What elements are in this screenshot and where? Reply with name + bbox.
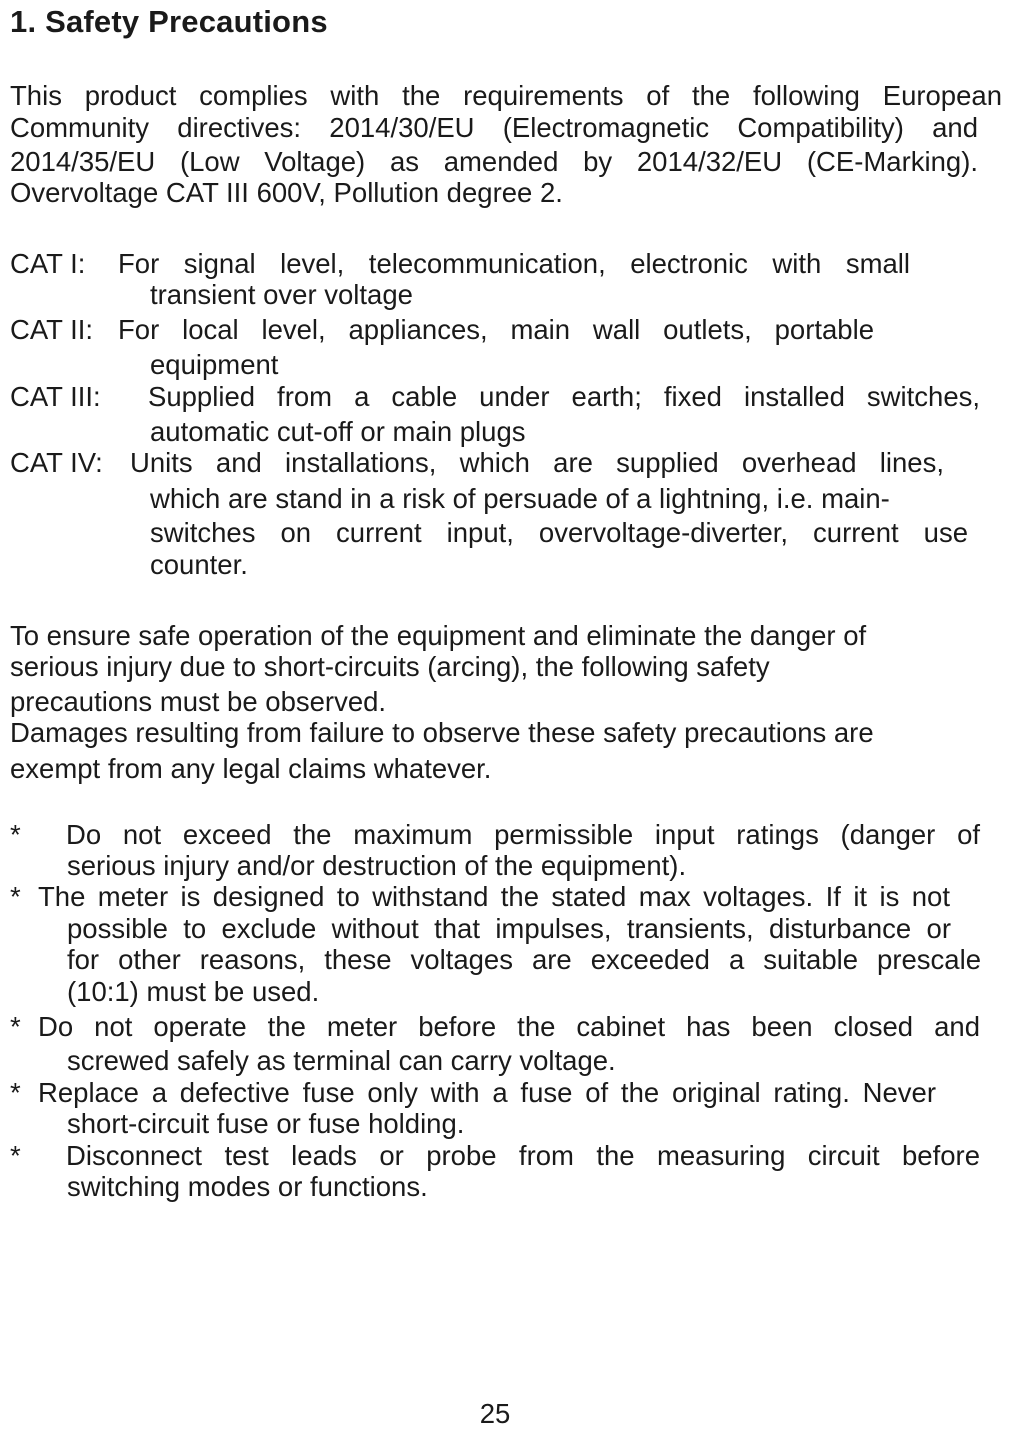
cat-i-text: For signal level, telecommunication, electronic with small: [118, 248, 910, 279]
page-number: 25: [479, 1398, 511, 1429]
bullet-3-text: Do not operate the meter before the cabinet has been closed and: [38, 1011, 980, 1042]
bullet-1-text: Do not exceed the maximum permissible input ratings (danger of: [66, 819, 980, 850]
cat-ii-text: For local level, appliances, main wall outlets, portable: [118, 314, 874, 345]
ensure-line-4: Damages resulting from failure to observe these safety precautions are: [10, 717, 874, 748]
intro-line-3: 2014/35/EU (Low Voltage) as amended by 2014/32/EU (CE-Marking).: [10, 146, 978, 177]
ensure-line-3: precautions must be observed.: [10, 686, 387, 717]
bullet-marker: *: [10, 1011, 21, 1042]
cat-iv-continuation-3: counter.: [150, 549, 248, 580]
bullet-2-text: The meter is designed to withstand the stated max voltages. If it is not: [38, 881, 950, 912]
bullet-marker: *: [10, 819, 21, 850]
cat-iii-label: CAT III:: [10, 381, 101, 412]
cat-iv-label: CAT IV:: [10, 447, 103, 478]
cat-iii-continuation: automatic cut-off or main plugs: [150, 416, 526, 447]
intro-line-2: Community directives: 2014/30/EU (Electromagnetic Compatibility) and: [10, 112, 978, 143]
ensure-line-5: exempt from any legal claims whatever.: [10, 753, 492, 784]
intro-line-4: Overvoltage CAT III 600V, Pollution degree 2.: [10, 177, 563, 208]
section-heading: 1. Safety Precautions: [10, 4, 328, 39]
bullet-3-continuation: screwed safely as terminal can carry voltage.: [67, 1045, 616, 1076]
cat-iv-text: Units and installations, which are supplied overhead lines,: [130, 447, 944, 478]
cat-i-label: CAT I:: [10, 248, 86, 279]
ensure-line-2: serious injury due to short-circuits (arcing), the following safety: [10, 651, 770, 682]
bullet-5-continuation: switching modes or functions.: [67, 1171, 428, 1202]
cat-i-continuation: transient over voltage: [150, 279, 413, 310]
bullet-1-continuation: serious injury and/or destruction of the equipment).: [67, 850, 687, 881]
intro-line-1: This product complies with the requirements of the following European: [10, 80, 1002, 111]
bullet-4-text: Replace a defective fuse only with a fuse of the original rating. Never: [38, 1077, 936, 1108]
cat-iv-continuation-1: which are stand in a risk of persuade of a lightning, i.e. main-: [150, 483, 890, 514]
bullet-2-continuation-3: (10:1) must be used.: [67, 976, 320, 1007]
cat-ii-continuation: equipment: [150, 349, 279, 380]
bullet-marker: *: [10, 1077, 21, 1108]
cat-iv-continuation-2: switches on current input, overvoltage-diverter, current use: [150, 517, 968, 548]
bullet-4-continuation: short-circuit fuse or fuse holding.: [67, 1108, 465, 1139]
bullet-marker: *: [10, 1140, 21, 1171]
bullet-2-continuation-2: for other reasons, these voltages are exceeded a suitable prescale: [67, 944, 981, 975]
bullet-5-text: Disconnect test leads or probe from the measuring circuit before: [66, 1140, 980, 1171]
cat-iii-text: Supplied from a cable under earth; fixed installed switches,: [148, 381, 980, 412]
bullet-2-continuation-1: possible to exclude without that impulses, transients, disturbance or: [67, 913, 951, 944]
cat-ii-label: CAT II:: [10, 314, 94, 345]
bullet-marker: *: [10, 881, 21, 912]
ensure-line-1: To ensure safe operation of the equipment and eliminate the danger of: [10, 620, 867, 651]
